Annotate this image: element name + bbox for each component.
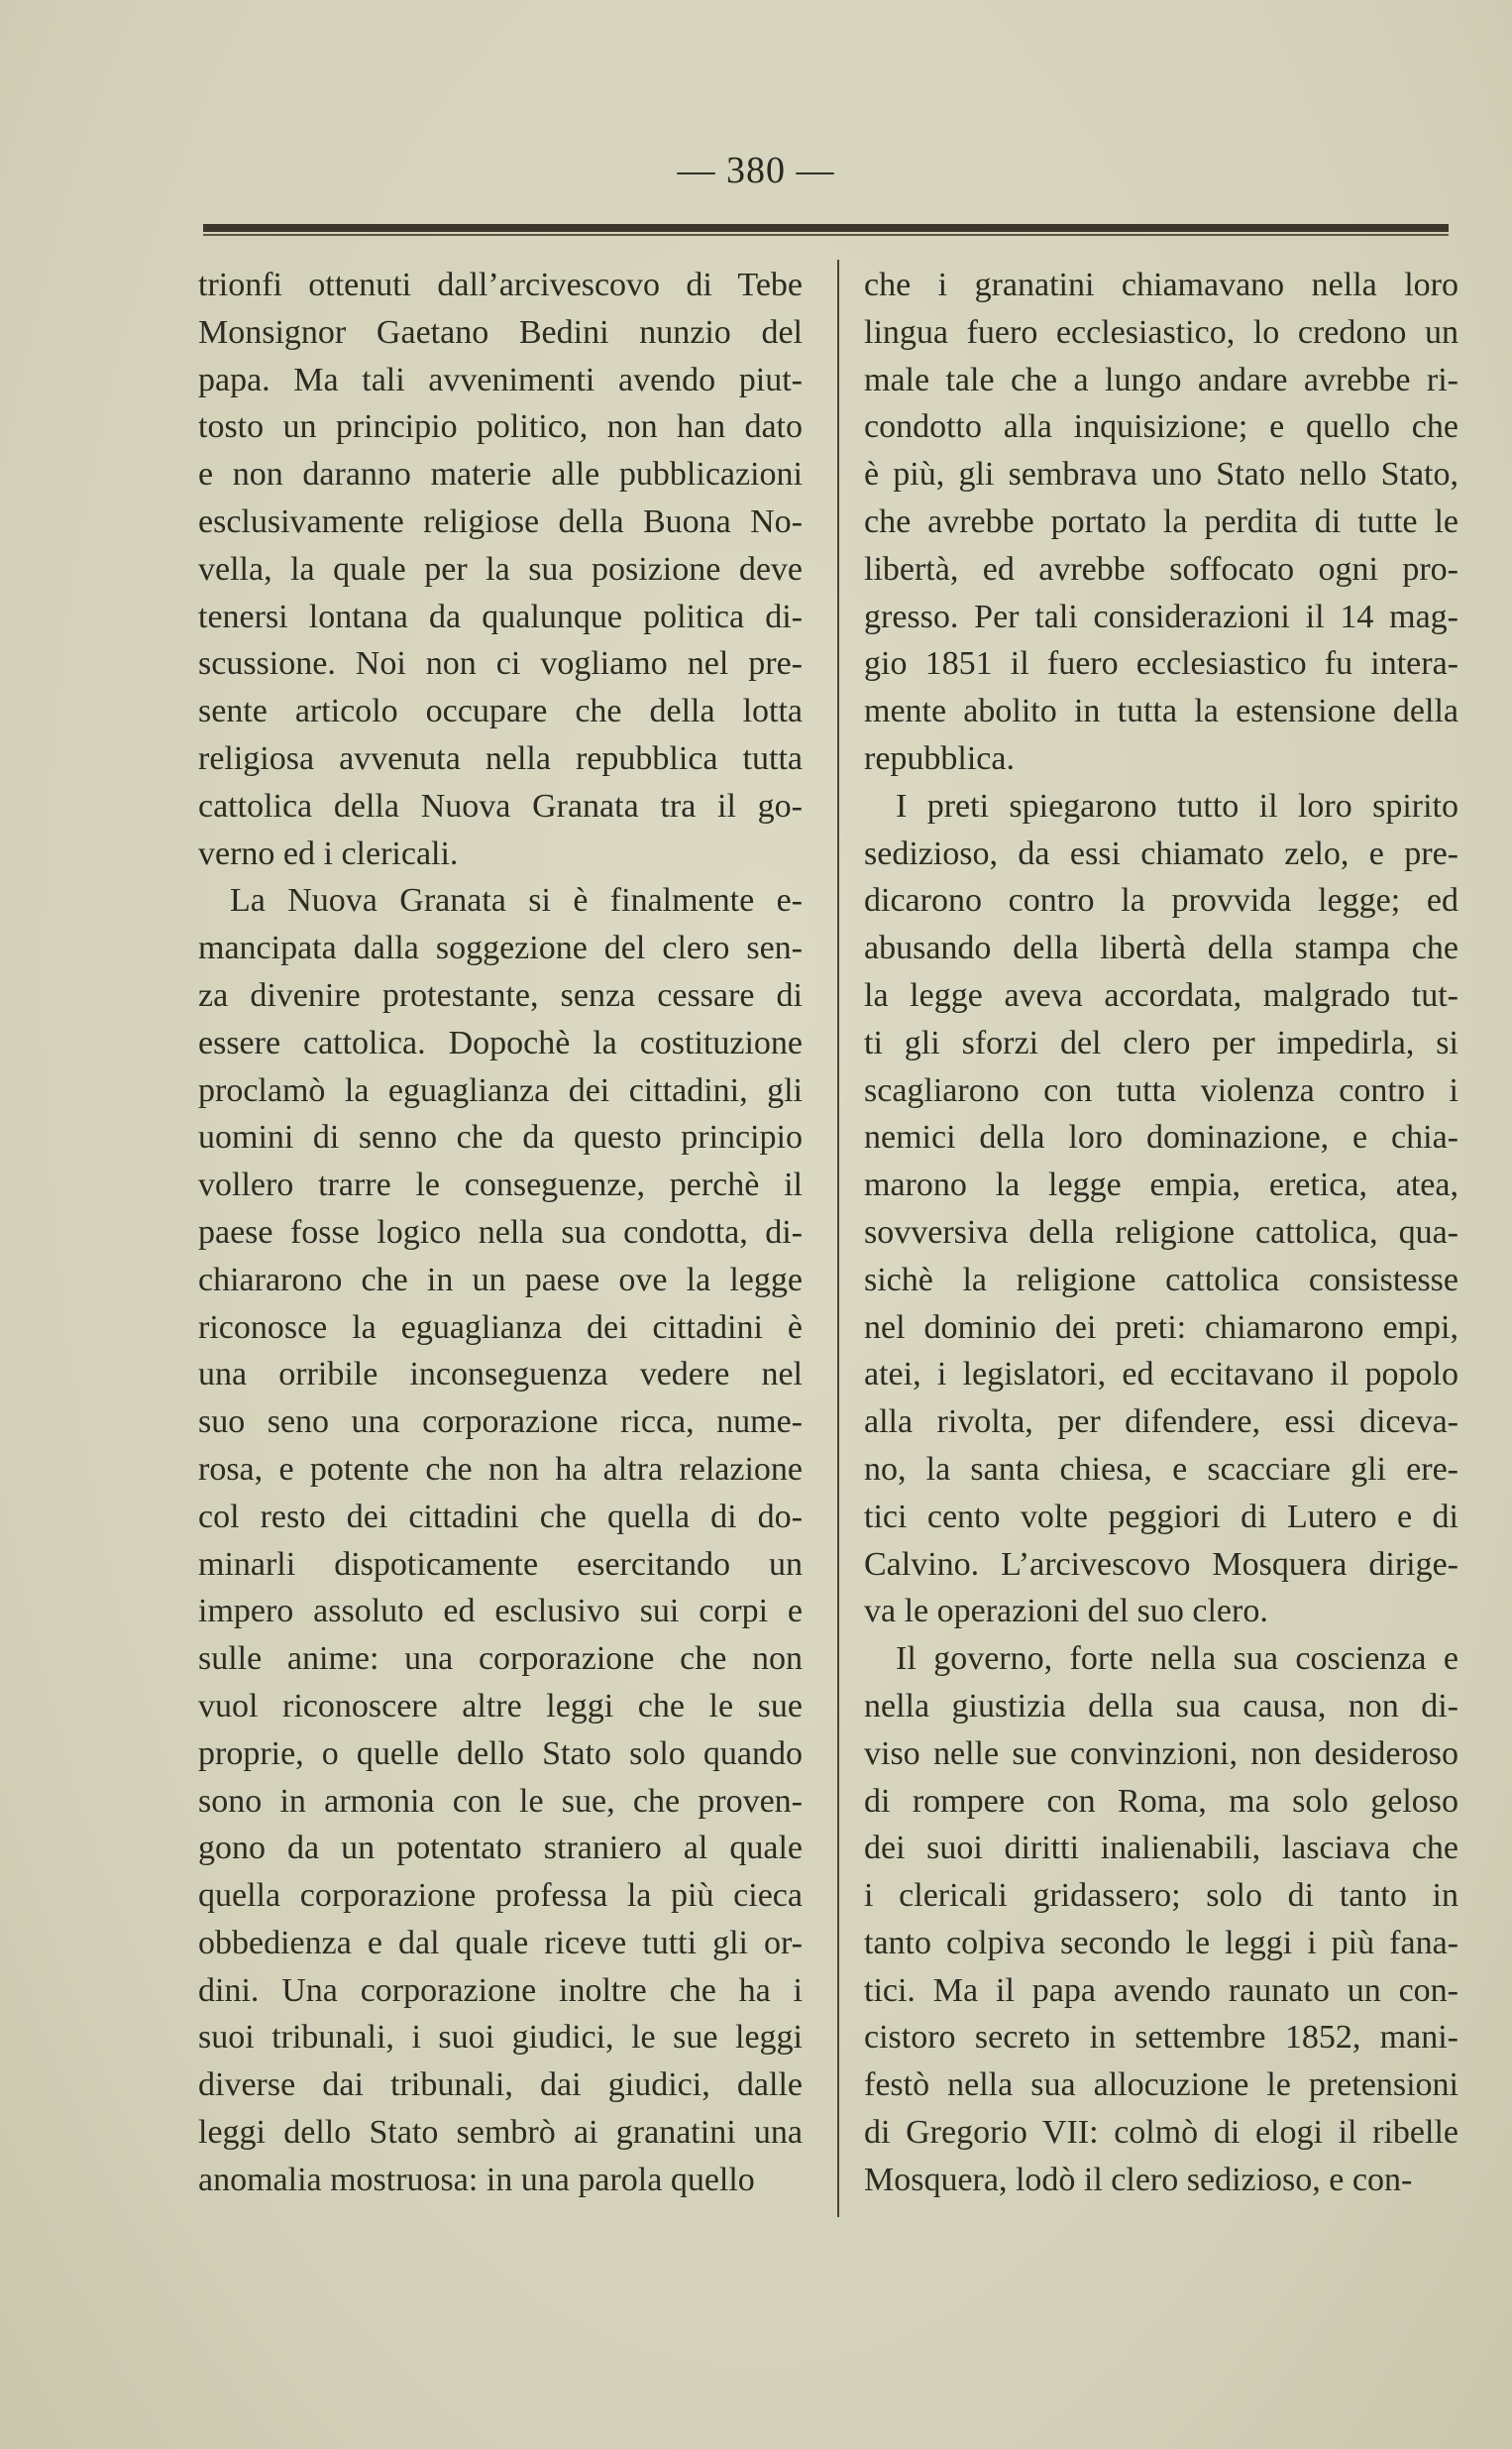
text-line: atei, i legislatori, ed eccitavano il popolo xyxy=(864,1356,1458,1393)
text-line: tici. Ma il papa avendo raunato un con- xyxy=(864,1971,1458,2009)
text-line: male tale che a lungo andare avrebbe ri- xyxy=(864,361,1458,398)
text-line: suoi tribunali, i suoi giudici, le sue leggi xyxy=(198,2019,803,2057)
text-line: vollero trarre le conseguenze, perchè il xyxy=(198,1167,803,1204)
text-line: za divenire protestante, senza cessare di xyxy=(198,976,803,1014)
text-line: riconosce la eguaglianza dei cittadini è xyxy=(198,1308,803,1346)
text-line: di Gregorio VII: colmò di elogi il ribelle xyxy=(864,2114,1458,2152)
text-line: chiararono che in un paese ove la legge xyxy=(198,1261,803,1298)
text-line: gresso. Per tali considerazioni il 14 mag- xyxy=(864,598,1458,635)
text-line: che i granatini chiamavano nella loro xyxy=(864,267,1458,303)
text-line: libertà, ed avrebbe soffocato ogni pro- xyxy=(864,550,1458,588)
right-column xyxy=(864,262,1458,2204)
text-line: festò nella sua allocuzione le pretensioni xyxy=(864,2066,1458,2104)
text-line: Mosquera, lodò il clero sedizioso, e con- xyxy=(864,2161,1413,2198)
text-line: nel dominio dei preti: chiamarono empi, xyxy=(864,1308,1458,1346)
text-line: repubblica. xyxy=(864,739,1015,777)
text-line: una orribile inconseguenza vedere nel xyxy=(198,1356,803,1393)
text-line: sono in armonia con le sue, che proven- xyxy=(198,1782,803,1820)
text-line: obbedienza e dal quale riceve tutti gli or- xyxy=(198,1924,803,1961)
text-line: sedizioso, da essi chiamato zelo, e pre- xyxy=(864,835,1458,872)
text-line: verno ed i clericali. xyxy=(198,835,459,872)
text-line: paese fosse logico nella sua condotta, di- xyxy=(198,1213,803,1251)
text-line: abusando della libertà della stampa che xyxy=(864,930,1458,967)
text-line: tosto un principio politico, non han dato xyxy=(198,408,803,446)
text-line: scussione. Noi non ci vogliamo nel pre- xyxy=(198,645,803,683)
text-line: i clericali gridassero; solo di tanto in xyxy=(864,1877,1458,1915)
text-line: gio 1851 il fuero ecclesiastico fu intera- xyxy=(864,645,1458,683)
text-line: marono la legge empia, eretica, atea, xyxy=(864,1167,1458,1204)
text-line: esclusivamente religiose della Buona No- xyxy=(198,502,803,540)
text-line: proprie, o quelle dello Stato solo quando xyxy=(198,1734,803,1772)
text-line: mente abolito in tutta la estensione della xyxy=(864,693,1458,730)
text-line: sovversiva della religione cattolica, qua- xyxy=(864,1213,1458,1251)
text-line: suo seno una corporazione ricca, nume- xyxy=(198,1403,803,1441)
text-line: rosa, e potente che non ha altra relazione xyxy=(198,1450,803,1488)
text-line: minarli dispoticamente esercitando un xyxy=(198,1545,803,1583)
text-line: condotto alla inquisizione; e quello che xyxy=(864,408,1458,446)
page-number: — 380 — xyxy=(677,150,835,191)
text-line: mancipata dalla soggezione del clero sen- xyxy=(198,930,803,967)
text-line: tenersi lontana da qualunque politica di- xyxy=(198,598,803,635)
text-line: col resto dei cittadini che quella di do- xyxy=(198,1498,803,1535)
text-line: scagliarono con tutta violenza contro i xyxy=(864,1071,1458,1109)
text-line: di rompere con Roma, ma solo geloso xyxy=(864,1782,1458,1820)
text-line: papa. Ma tali avvenimenti avendo piut- xyxy=(198,361,803,398)
text-line: proclamò la eguaglianza dei cittadini, gli xyxy=(198,1071,803,1109)
text-line: cattolica della Nuova Granata tra il go- xyxy=(198,787,803,825)
column-divider xyxy=(837,260,839,2217)
text-line: ti gli sforzi del clero per impedirla, si xyxy=(864,1024,1458,1061)
text-line: dini. Una corporazione inoltre che ha i xyxy=(198,1971,803,2009)
text-line: no, la santa chiesa, e scacciare gli ere- xyxy=(864,1450,1458,1488)
text-line: I preti spiegarono tutto il loro spirito xyxy=(896,787,1458,825)
text-line: diverse dai tribunali, dai giudici, dalle xyxy=(198,2066,803,2104)
text-line: dei suoi diritti inalienabili, lasciava che xyxy=(864,1830,1458,1867)
text-line: Calvino. L’arcivescovo Mosquera dirige- xyxy=(864,1545,1458,1583)
text-line: vuol riconoscere altre leggi che le sue xyxy=(198,1687,803,1725)
text-line: nella giustizia della sua causa, non di- xyxy=(864,1687,1458,1725)
text-line: tanto colpiva secondo le leggi i più fana- xyxy=(864,1924,1458,1961)
text-line: va le operazioni del suo clero. xyxy=(864,1593,1268,1630)
text-line: dicarono contro la provvida legge; ed xyxy=(864,882,1458,920)
text-line: la legge aveva accordata, malgrado tut- xyxy=(864,976,1458,1014)
text-line: religiosa avvenuta nella repubblica tutta xyxy=(198,739,803,777)
left-column xyxy=(198,262,803,2204)
text-line: gono da un potentato straniero al quale xyxy=(198,1830,803,1867)
text-line: uomini di senno che da questo principio xyxy=(198,1119,803,1157)
text-line: sente articolo occupare che della lotta xyxy=(198,693,803,730)
text-line: è più, gli sembrava uno Stato nello Stato, xyxy=(864,456,1458,494)
text-line: nemici della loro dominazione, e chia- xyxy=(864,1119,1458,1157)
text-line: Il governo, forte nella sua coscienza e xyxy=(896,1640,1458,1678)
text-line: che avrebbe portato la perdita di tutte le xyxy=(864,502,1458,540)
text-line: e non daranno materie alle pubblicazioni xyxy=(198,456,803,494)
text-line: alla rivolta, per difendere, essi diceva- xyxy=(864,1403,1458,1441)
text-line: cistoro secreto in settembre 1852, mani- xyxy=(864,2019,1458,2057)
header-rule xyxy=(203,224,1449,232)
text-line: quella corporazione professa la più cieca xyxy=(198,1877,803,1915)
text-line: anomalia mostruosa: in una parola quello xyxy=(198,2161,755,2198)
text-line: vella, la quale per la sua posizione deve xyxy=(198,550,803,588)
text-line: sichè la religione cattolica consistesse xyxy=(864,1261,1458,1298)
text-line: trionfi ottenuti dall’arcivescovo di Tebe xyxy=(198,267,803,303)
text-line: leggi dello Stato sembrò ai granatini una xyxy=(198,2114,803,2152)
text-line: viso nelle sue convinzioni, non desideroso xyxy=(864,1734,1458,1772)
text-line: tici cento volte peggiori di Lutero e di xyxy=(864,1498,1458,1535)
text-line: impero assoluto ed esclusivo sui corpi e xyxy=(198,1593,803,1630)
text-line: La Nuova Granata si è finalmente e- xyxy=(230,882,803,920)
text-line: essere cattolica. Dopochè la costituzione xyxy=(198,1024,803,1061)
text-line: Monsignor Gaetano Bedini nunzio del xyxy=(198,313,803,351)
text-line: lingua fuero ecclesiastico, lo credono un xyxy=(864,313,1458,351)
text-line: sulle anime: una corporazione che non xyxy=(198,1640,803,1678)
